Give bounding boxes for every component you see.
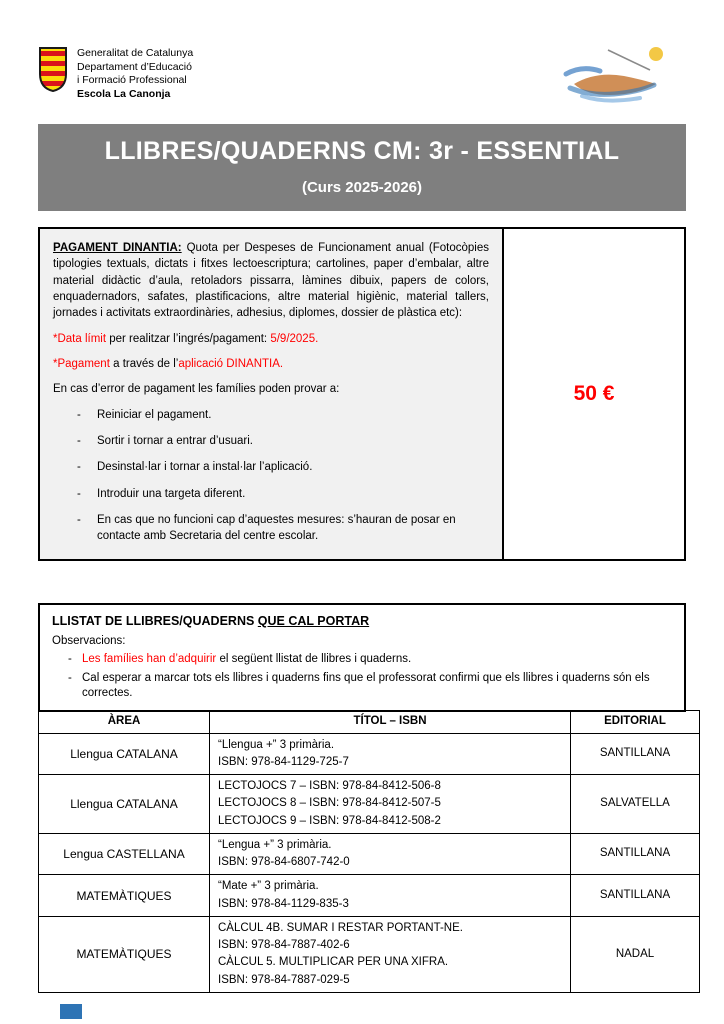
payment-price-cell bbox=[504, 229, 684, 559]
payment-error-intro: En cas d’error de pagament les famílies poden provar a: bbox=[53, 383, 340, 396]
title-cell bbox=[210, 916, 571, 992]
title-line: ISBN: 978-84-6807-742-0 bbox=[218, 856, 350, 869]
title-cell bbox=[210, 733, 571, 775]
title-cell bbox=[210, 875, 571, 917]
school-name: Escola La Canonja bbox=[77, 87, 171, 100]
deadline-date: 5/9/2025. bbox=[270, 332, 319, 345]
title-line: “Llengua +” 3 primària. bbox=[218, 738, 335, 751]
observation-item bbox=[52, 652, 672, 668]
title-cell bbox=[210, 833, 571, 875]
column-header-area: ÀREA bbox=[39, 711, 210, 733]
observation-1-rest: el següent llistat de llibres i quaderns. bbox=[216, 652, 412, 665]
observation-item: - Cal esperar a marcar tots els llibres i quaderns fins que el professorat confirmi que els llibres i quaderns són els correctes. bbox=[52, 671, 672, 703]
table-row bbox=[39, 733, 700, 775]
price-value: 50 € bbox=[573, 381, 615, 405]
title-line: ISBN: 978-84-7887-029-5 bbox=[218, 973, 350, 986]
pay-label: *Pagament bbox=[53, 357, 110, 370]
table-header-row bbox=[39, 711, 700, 733]
payment-intro-paragraph bbox=[53, 240, 489, 322]
school-logo-icon bbox=[556, 44, 674, 106]
booklist-heading-plain: LLISTAT DE LLIBRES/QUADERNS bbox=[52, 613, 258, 628]
payment-heading: PAGAMENT DINANTIA: bbox=[53, 242, 182, 254]
area-cell: Llengua CATALANA bbox=[39, 775, 210, 834]
deadline-label: *Data límit bbox=[53, 332, 107, 345]
booklist-heading-underlined: QUE CAL PORTAR bbox=[257, 613, 370, 628]
editorial-cell: SANTILLANA bbox=[571, 733, 700, 775]
generalitat-brand bbox=[38, 44, 193, 102]
org-line-1: Generalitat de Catalunya bbox=[77, 47, 194, 59]
table-row bbox=[39, 916, 700, 992]
title-line: CÀLCUL 5. MULTIPLICAR PER UNA XIFRA. bbox=[218, 956, 449, 969]
payment-section bbox=[38, 227, 686, 561]
payment-step: - Reiniciar el pagament. bbox=[53, 407, 489, 423]
title-line: “Mate +” 3 primària. bbox=[218, 880, 319, 893]
brand-text bbox=[77, 44, 193, 102]
page-header bbox=[38, 44, 686, 122]
column-header-editorial: EDITORIAL bbox=[571, 711, 700, 733]
observations-label: Observacions: bbox=[52, 634, 126, 647]
generalitat-logo-icon bbox=[38, 44, 68, 94]
pay-app: aplicació DINANTIA. bbox=[178, 357, 284, 370]
table-row bbox=[39, 775, 700, 834]
title-cell bbox=[210, 775, 571, 834]
editorial-cell: NADAL bbox=[571, 916, 700, 992]
editorial-cell: SANTILLANA bbox=[571, 875, 700, 917]
observation-1-highlight: Les famílies han d’adquirir bbox=[82, 652, 217, 665]
payment-step: - Desinstal·lar i tornar a instal·lar l’aplicació. bbox=[53, 459, 489, 475]
title-line: “Lengua +” 3 primària. bbox=[218, 838, 332, 851]
area-cell: Llengua CATALANA bbox=[39, 733, 210, 775]
footer-blue-mark bbox=[60, 1004, 82, 1019]
table-row bbox=[39, 833, 700, 875]
page-subtitle: (Curs 2025-2026) bbox=[301, 179, 423, 196]
area-cell: Lengua CASTELLANA bbox=[39, 833, 210, 875]
booklist-heading bbox=[52, 613, 672, 630]
payment-intro: Quota per Despeses de Funcionament anual (Fotocòpies tipologies textuals, dictats i fitxes lectoescriptura; cartolines, paper d’embalar, altre material didàctic d’aula, retoladors pissarra, làmines dibuix, papers de colors, enquadernadors, safates, plastificacions, altre material higiènic, material tallers, jornades i activitats extraordinàries, adhesius, diplomes, dossier de plàstica etc): bbox=[53, 242, 489, 320]
table-row bbox=[39, 875, 700, 917]
column-header-title-isbn: TÍTOL – ISBN bbox=[210, 711, 571, 733]
deadline-mid: per realitzar l’ingrés/pagament: bbox=[106, 332, 271, 345]
org-line-2: Departament d’Educació bbox=[77, 60, 192, 73]
title-line: ISBN: 978-84-7887-402-6 bbox=[218, 939, 350, 952]
title-line: ISBN: 978-84-1129-835-3 bbox=[218, 897, 349, 910]
payment-steps-list bbox=[53, 407, 489, 545]
org-line-3: i Formació Professional bbox=[77, 74, 187, 87]
payment-deadline-line bbox=[53, 331, 489, 347]
title-band bbox=[38, 124, 686, 211]
payment-text bbox=[40, 229, 504, 559]
payment-step: - En cas que no funcioni cap d’aquestes mesures: s’hauran de posar en contacte amb Secretaria del centre escolar. bbox=[53, 512, 489, 545]
page-title: LLIBRES/QUADERNS CM: 3r - ESSENTIAL bbox=[104, 137, 620, 165]
title-line: LECTOJOCS 7 – ISBN: 978-84-8412-506-8 bbox=[218, 780, 441, 793]
area-cell: MATEMÀTIQUES bbox=[39, 916, 210, 992]
books-table bbox=[38, 710, 700, 993]
editorial-cell: SANTILLANA bbox=[571, 833, 700, 875]
title-line: CÀLCUL 4B. SUMAR I RESTAR PORTANT-NE. bbox=[218, 921, 463, 934]
payment-step: - Introduir una targeta diferent. bbox=[53, 486, 489, 502]
title-line: ISBN: 978-84-1129-725-7 bbox=[218, 755, 349, 768]
title-line: LECTOJOCS 9 – ISBN: 978-84-8412-508-2 bbox=[218, 814, 441, 827]
editorial-cell: SALVATELLA bbox=[571, 775, 700, 834]
title-line: LECTOJOCS 8 – ISBN: 978-84-8412-507-5 bbox=[218, 797, 441, 810]
booklist-section bbox=[38, 603, 686, 713]
area-cell: MATEMÀTIQUES bbox=[39, 875, 210, 917]
pay-mid: a través de l’ bbox=[109, 357, 179, 370]
payment-app-line bbox=[53, 356, 489, 372]
payment-step: - Sortir i tornar a entrar d’usuari. bbox=[53, 433, 489, 449]
